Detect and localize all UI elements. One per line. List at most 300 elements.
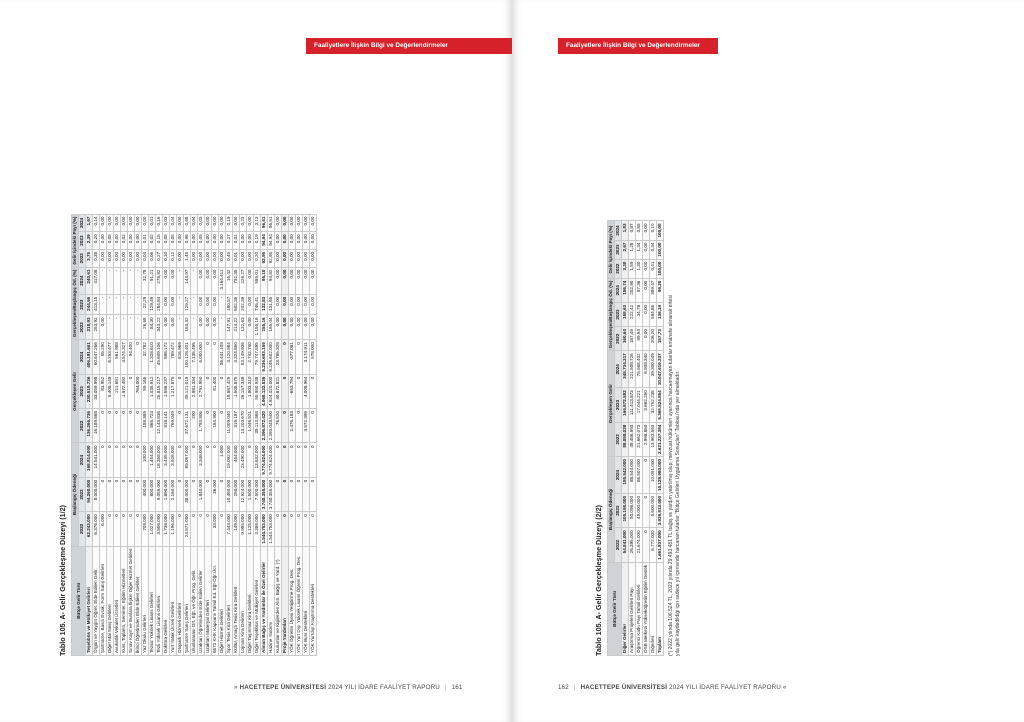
table-cell: 0,19 xyxy=(226,214,233,232)
table-cell: 3.164.411 xyxy=(219,267,226,294)
table-cell: 0,03 xyxy=(163,214,170,232)
table-cell: 49.486.993 xyxy=(629,422,636,456)
footer-org: HACETTEPE ÜNİVERSİTESİ xyxy=(239,684,327,691)
table2-note xyxy=(668,64,682,656)
table-cell: 0,00 xyxy=(212,249,219,267)
table-cell: 865.724 xyxy=(149,409,156,443)
table-cell: 253,92 xyxy=(93,315,100,340)
table-cell: 0 xyxy=(219,374,226,408)
table-cell: 0 xyxy=(282,512,289,546)
table-cell: 218,93 xyxy=(86,315,93,340)
table-cell: 0,01 xyxy=(233,249,240,267)
table-cell: 0,15 xyxy=(156,232,163,250)
table-row xyxy=(310,214,317,655)
table-cell: 0,00 xyxy=(282,214,289,232)
table-cell: 0,00 xyxy=(163,294,170,315)
table-cell: 0,00 xyxy=(240,249,247,267)
table-cell: 0,00 xyxy=(275,249,282,267)
table-cell: 0,00 xyxy=(289,214,296,232)
table-cell: 26.157.348 xyxy=(240,374,247,408)
table-cell: 6.253.477 xyxy=(107,340,114,374)
table-cell: 18.887.425 xyxy=(226,374,233,408)
table-cell: 400.000 xyxy=(142,477,149,511)
table-cell: 0 xyxy=(219,512,226,546)
footer-org: HACETTEPE ÜNİVERSİTESİ xyxy=(580,684,668,691)
year-header-cell: 2024 xyxy=(79,443,86,477)
table-cell: 0,04 xyxy=(191,214,198,232)
table-cell: 0 xyxy=(289,477,296,511)
table-cell: - xyxy=(177,294,184,315)
table-cell: 24.571.000 xyxy=(184,512,191,546)
table-cell: - xyxy=(121,267,128,294)
table-cell: 22,29 xyxy=(142,294,149,315)
page-footer-right: 162 | HACETTEPE ÜNİVERSİTESİ 2024 YILI İDARE FAALİYET RAPORU « xyxy=(558,684,787,691)
table-cell: 769.049 xyxy=(170,409,177,443)
table-cell: 96,51 xyxy=(261,214,268,232)
table-cell: 0,00 xyxy=(303,232,310,250)
table-cell: 584,86 xyxy=(650,302,657,326)
year-header-cell: 2022 xyxy=(615,422,622,456)
row-label: YÖK Yurtdışı Araştırma Destekleri xyxy=(310,546,317,655)
table-cell: 1.217.875 xyxy=(170,374,177,408)
table-cell: 0,00 xyxy=(303,214,310,232)
table-cell: 0 xyxy=(212,443,219,477)
table-cell: 100,00 xyxy=(657,221,664,240)
table-cell: 32.752.238 xyxy=(650,388,657,422)
table-cell: 3.806.000 xyxy=(156,512,163,546)
table-cell: 0,00 xyxy=(163,267,170,294)
table-row xyxy=(100,214,107,655)
table-cell: 0,20 xyxy=(254,249,261,267)
table-cell: 0,00 xyxy=(121,249,128,267)
table-cell: 6.376.000 xyxy=(93,512,100,546)
table-cell: 0,00 xyxy=(100,249,107,267)
row-label: Uluslararası Ort. Eğt. ve Öğr. Prog. Gelir. xyxy=(191,546,198,655)
table1-title: Tablo 105. A- Gelir Gerçekleşme Düzeyi (1/2) xyxy=(58,505,67,656)
table-cell: 0 xyxy=(114,443,121,477)
group-header-cell: Başlangıç Ödeneği xyxy=(608,457,615,563)
table-cell: 1.454.000 xyxy=(149,443,156,477)
year-header-cell: 2024 xyxy=(79,214,86,232)
table-cell: 1.793.806 xyxy=(198,409,205,443)
table-cell: - xyxy=(114,315,121,340)
table-row xyxy=(156,214,163,655)
table-cell: 0 xyxy=(198,512,205,546)
table-cell: 0,00 xyxy=(128,232,135,250)
table-cell: 0,00 xyxy=(303,249,310,267)
table-cell: 132,63 xyxy=(240,315,247,340)
table-cell: 149.000 xyxy=(233,512,240,546)
table-cell: 1.544.753.000 xyxy=(268,512,275,546)
table-cell: 9.059.000 xyxy=(156,477,163,511)
table-cell: 222,42 xyxy=(629,302,636,326)
table-cell: 0,00 xyxy=(310,232,317,250)
table-cell: 0 xyxy=(643,457,650,494)
table-cell: 206,20 xyxy=(650,327,657,351)
table-cell: 0 xyxy=(177,443,184,477)
table-cell: 0 xyxy=(100,443,107,477)
table-cell: 244,56 xyxy=(86,294,93,315)
table-cell: 0 xyxy=(310,512,317,546)
table-cell: 100,00 xyxy=(657,259,664,278)
table-cell: 53.149.936 xyxy=(240,340,247,374)
table-cell: 3.740.355.000 xyxy=(268,477,275,511)
year-header-cell: 2022 xyxy=(615,528,622,562)
group-header-cell: Bütçe Gelir Türü xyxy=(608,562,622,655)
table-cell: 25.815.217 xyxy=(156,374,163,408)
table-cell: - xyxy=(191,315,198,340)
table-cell: 0,00 xyxy=(247,214,254,232)
table-cell: 0 xyxy=(135,477,142,511)
row-label: YÖK Burs Destekleri xyxy=(303,546,310,655)
footer-report: 2024 YILI İDARE FAALİYET RAPORU xyxy=(328,684,440,691)
table-cell: 0 xyxy=(205,374,212,408)
table-cell: 186,74 xyxy=(622,278,629,302)
group-header-cell: Gelir İçindeki Payı (%) xyxy=(72,214,79,267)
table-cell: 37.672.131 xyxy=(184,409,191,443)
year-header-cell: 2024 xyxy=(615,278,622,302)
table-cell: 0,00 xyxy=(303,315,310,340)
table-cell: 0,00 xyxy=(198,294,205,315)
table-row xyxy=(226,214,233,655)
revenue-table-1 xyxy=(71,214,317,656)
table-cell: 2.981.334 xyxy=(191,374,198,408)
table-row xyxy=(198,214,205,655)
table-cell: 55.950.938 xyxy=(254,374,261,408)
table-cell: 0,00 xyxy=(247,267,254,294)
table-cell: 158,63 xyxy=(622,302,629,326)
table-cell: 0,00 xyxy=(219,249,226,267)
table-cell: 0 xyxy=(296,512,303,546)
table-row xyxy=(275,214,282,655)
table-cell: 0,00 xyxy=(643,259,650,278)
table-cell: 55.290 xyxy=(100,340,107,374)
table-cell: 0,05 xyxy=(107,232,114,250)
table-cell: 9.236.693.159 xyxy=(261,340,268,374)
revenue-table-2 xyxy=(607,220,664,656)
table-cell: 1.125.000 xyxy=(247,512,254,546)
table-cell: 12.924.000 xyxy=(240,477,247,511)
row-label: Yurt Yatak Ücreti Gelirleri xyxy=(170,546,177,655)
table-cell: 88.544.000 xyxy=(629,457,636,494)
table-cell: 2.791.950 xyxy=(198,374,205,408)
table-cell: 0,00 xyxy=(205,232,212,250)
table-cell: 155,04 xyxy=(268,315,275,340)
table-cell: 0,00 xyxy=(198,249,205,267)
table-cell: 0 xyxy=(135,512,142,546)
table-cell: 816.969 xyxy=(177,340,184,374)
table-cell: 1,28 xyxy=(629,240,636,259)
table-cell: 0 xyxy=(303,477,310,511)
row-label: Örgün ve Yaygın Öğret. Elde Edilen Gelir. xyxy=(93,546,100,655)
table-cell: 49.000.000 xyxy=(636,493,643,527)
table-cell: 0 xyxy=(289,443,296,477)
table-cell: 16.189.868 xyxy=(93,409,100,443)
year-header-cell: 2023 xyxy=(79,294,86,315)
row-label: Doktora Gelirleri xyxy=(163,546,170,655)
table-cell: 129,49 xyxy=(149,294,156,315)
table-cell: 1.840.000 xyxy=(198,477,205,511)
table-cell: 92,95 xyxy=(268,249,275,267)
group-header-cell: Başlangıç Ödeneği xyxy=(72,443,79,546)
table-cell: 6.772.000 xyxy=(650,528,657,562)
table-cell: 13.963.563 xyxy=(650,422,657,456)
table-cell: 343,22 xyxy=(156,315,163,340)
table-cell: 0,34 xyxy=(650,240,657,259)
table-cell: - xyxy=(107,267,114,294)
table-cell: 0,87 xyxy=(629,221,636,240)
table-cell: 800.000 xyxy=(149,477,156,511)
table-cell: 0,00 xyxy=(275,315,282,340)
table-cell: 250.000 xyxy=(233,477,240,511)
table-cell: 88.098.028 xyxy=(622,422,629,456)
table-cell: 54.841.000 xyxy=(622,528,629,562)
table-cell: 7.443.000 xyxy=(226,512,233,546)
table-cell: 0,00 xyxy=(275,294,282,315)
table-cell: 1.046.521 xyxy=(247,409,254,443)
table-cell: 13.632.000 xyxy=(254,443,261,477)
table-cell: 0,04 xyxy=(170,214,177,232)
table-cell: 0,00 xyxy=(643,240,650,259)
table-cell: 0,00 xyxy=(212,267,219,294)
table-cell: 0 xyxy=(128,409,135,443)
table-cell: 0 xyxy=(275,477,282,511)
year-header-cell: 2022 xyxy=(79,315,86,340)
table-cell: 94,94 xyxy=(261,232,268,250)
table-cell: 0,20 xyxy=(93,232,100,250)
table-cell: 3.740.355.000 xyxy=(261,477,268,511)
table-cell: 188.889 xyxy=(142,409,149,443)
table-cell: 0,00 xyxy=(282,315,289,340)
row-label: İkinci Öğretimden Elde Edilen Gelirler xyxy=(135,546,142,655)
table-cell: 5.408.148 xyxy=(107,374,114,408)
table-cell: - xyxy=(107,294,114,315)
table-cell: 0,00 xyxy=(212,232,219,250)
row-label: Diğerleri xyxy=(650,562,657,655)
table-cell: 3.174.911 xyxy=(303,340,310,374)
table-cell: 39.113.868 xyxy=(254,409,261,443)
table-cell: 0 xyxy=(310,409,317,443)
table-cell: 13.203.670 xyxy=(240,409,247,443)
row-label: Diğer Gelirler xyxy=(622,562,629,655)
table-cell: 0,03 xyxy=(198,214,205,232)
table-row xyxy=(303,214,310,655)
table-cell: 0,38 xyxy=(93,249,100,267)
row-label: Spor Tesis Kira Gelirleri xyxy=(226,546,233,655)
table-cell: 96,51 xyxy=(268,214,275,232)
table-cell: 132,83 xyxy=(261,294,268,315)
table-cell: 0,02 xyxy=(149,232,156,250)
table-cell: 0 xyxy=(177,477,184,511)
table-cell: 33.000 xyxy=(212,512,219,546)
table-cell: 0 xyxy=(282,443,289,477)
table-cell: - xyxy=(177,315,184,340)
table-cell: 746,41 xyxy=(254,294,261,315)
table-cell: - xyxy=(135,315,142,340)
table-cell: 0,00 xyxy=(303,267,310,294)
table-cell: 94.260.000 xyxy=(86,477,93,511)
table-cell: 0,00 xyxy=(275,214,282,232)
table-cell: 0,00 xyxy=(177,249,184,267)
year-header-cell: 2023 xyxy=(79,477,86,511)
table-cell: 0,00 xyxy=(247,315,254,340)
table-cell: 76.520 xyxy=(275,409,282,443)
table-cell: 3.926.000 xyxy=(170,443,177,477)
table-cell: 0,00 xyxy=(205,267,212,294)
year-header-cell: 2024 xyxy=(615,351,622,388)
table-cell: 0 xyxy=(100,477,107,511)
table-cell: 1.972.492 xyxy=(121,374,128,408)
table-cell: 0 xyxy=(107,443,114,477)
table-cell: 1.500.000 xyxy=(247,477,254,511)
table-cell: - xyxy=(121,315,128,340)
table-cell: 200 xyxy=(191,409,198,443)
table-cell: 221.508.726 xyxy=(629,351,636,388)
row-label: Şartname Satış Gelirleri xyxy=(184,546,191,655)
table-cell: 0 xyxy=(282,340,289,374)
table-cell: - xyxy=(219,315,226,340)
table-cell: 0,10 xyxy=(163,249,170,267)
table-cell: 10.047.619.337 xyxy=(657,351,664,388)
table-cell: 50.098.000 xyxy=(629,493,636,527)
year-header-cell: 2024 xyxy=(79,267,86,294)
table-cell: - xyxy=(191,267,198,294)
table-cell: 1.544.753.000 xyxy=(261,512,268,546)
table-cell: 2.998.850 xyxy=(643,422,650,456)
table-cell: 60.647.266 xyxy=(93,340,100,374)
table-cell: 0 xyxy=(643,493,650,527)
table-cell: 1.027.000 xyxy=(149,512,156,546)
table-cell: 2.393.048.500 xyxy=(268,409,275,443)
row-label: Sınav Kayıt ve Bunlara İlişkin Diğer Hizmet Gelirleri xyxy=(128,546,135,655)
table-cell: 89.165 xyxy=(142,374,149,408)
note-line-2: yıla gelir kaydedildiği için sadece yıl içerisinde harcanan tutarlar "Bütçe Gelirleri Uygulama Sonuçları" Tablosu'nda yer almaktadır. xyxy=(675,370,681,656)
table-cell: 0,00 xyxy=(100,315,107,340)
table-cell: 111.413.873 xyxy=(629,388,636,422)
table-cell: 0,00 xyxy=(247,294,254,315)
table-cell: 319.187 xyxy=(233,409,240,443)
table-cell: 94,82 xyxy=(268,267,275,294)
table-cell: 0 xyxy=(310,374,317,408)
table2-rotated-wrapper xyxy=(594,64,744,656)
table-cell: 0,00 xyxy=(114,214,121,232)
table-cell: 16.358.000 xyxy=(156,443,163,477)
footer-page-number: 162 xyxy=(558,684,569,691)
table-cell: 2.742.740 xyxy=(247,340,254,374)
year-header-cell: 2023 xyxy=(615,493,622,527)
table-cell: 0 xyxy=(212,340,219,374)
table-cell: 84,30 xyxy=(149,315,156,340)
table-row xyxy=(657,221,664,656)
row-label: Otopark Hizmeti Gelirleri xyxy=(177,546,184,655)
table-cell: 129,27 xyxy=(184,294,191,315)
table-cell: 0,00 xyxy=(205,315,212,340)
table-cell: 0,00 xyxy=(198,315,205,340)
table-cell: 0 xyxy=(205,477,212,511)
table-cell: 16,42 xyxy=(226,267,233,294)
table-cell: 0,00 xyxy=(310,249,317,267)
table-cell: 12.148.836 xyxy=(156,409,163,443)
row-label: ÖSB Merkezi Yükseköğretim Eğitim Destek xyxy=(643,562,650,655)
table-cell: 32,78 xyxy=(142,267,149,294)
table-cell: 0,00 xyxy=(205,214,212,232)
table-cell: 0,00 xyxy=(107,249,114,267)
table-cell: 94.400 xyxy=(128,340,135,374)
table-cell: - xyxy=(191,294,198,315)
table-cell: 2,67 xyxy=(622,240,629,259)
table-cell: 81.400 xyxy=(212,374,219,408)
table-cell: 166.872.582 xyxy=(622,388,629,422)
row-label: Diğer Taşınmaz Kira Gelirleri xyxy=(247,546,254,655)
table-cell: 0,00 xyxy=(128,249,135,267)
table2-title: Tablo 105. A- Gelir Gerçekleşme Düzeyi (2/2) xyxy=(594,505,603,656)
table-cell: 918.141 xyxy=(163,409,170,443)
table-cell: - xyxy=(100,294,107,315)
note-line-1: (*) 2022 yılında 106.524 TL, 2023 yılında 29.493.481 TL bağış ve yardım yatırılmış olup, mevzuat hükümleri uyarınca harcanmayan tutarlar emanete alınarak ertesi xyxy=(668,295,674,656)
table-cell: 0,00 xyxy=(198,267,205,294)
table-cell: 99,94 xyxy=(636,327,643,351)
table-cell: 0 xyxy=(128,374,135,408)
table-cell: 345.734.317 xyxy=(622,351,629,388)
row-label: Teşebbüs ve Mülkiyet Gelirleri xyxy=(86,546,93,655)
group-header-cell: Gerçekleşen Gelir xyxy=(608,351,615,457)
table-row xyxy=(212,214,219,655)
table-cell: - xyxy=(107,315,114,340)
table-cell: 0 xyxy=(296,340,303,374)
table-cell: 0,00 xyxy=(296,214,303,232)
table-cell: 45.609.106 xyxy=(156,340,163,374)
row-label: Alınan Bağış ve Yardımlar ile Özel Gelirler xyxy=(261,546,268,655)
table-cell: 0 xyxy=(128,443,135,477)
table-cell: 3.386.000 xyxy=(254,512,261,546)
table-cell: 0 xyxy=(219,477,226,511)
row-label: Yaz Okulu Gelirleri xyxy=(142,546,149,655)
table-cell: 0 xyxy=(643,528,650,562)
table-row xyxy=(629,221,636,656)
section-banner: Faaliyetlere İlişkin Bilgi ve Değerlendirmeler xyxy=(306,38,512,54)
table-cell: 0 xyxy=(296,374,303,408)
table-cell: 1.035.912 xyxy=(149,374,156,408)
row-label: Lojman Kira Gelirleri xyxy=(240,546,247,655)
table-cell: 764.000 xyxy=(135,374,142,408)
table-cell: 0,00 xyxy=(289,294,296,315)
table-cell: 1,34 xyxy=(636,240,643,259)
table-cell: 0 xyxy=(114,477,121,511)
table-cell: 136.266.736 xyxy=(86,409,93,443)
table-cell: 0,10 xyxy=(650,221,657,240)
table-cell: 585,01 xyxy=(254,267,261,294)
table-cell: 0,00 xyxy=(135,214,142,232)
table-cell: 1.738.000 xyxy=(163,512,170,546)
table-cell: 0,14 xyxy=(93,214,100,232)
table-cell: 168.814.000 xyxy=(86,443,93,477)
row-label: Tezli Yüksek Lisans Gelirleri xyxy=(156,546,163,655)
table-cell: 0,00 xyxy=(219,232,226,250)
table-cell: 39.300.049 xyxy=(650,351,657,388)
table-cell: 0,00 xyxy=(212,294,219,315)
table-cell: 0,00 xyxy=(310,315,317,340)
table-cell: 17.044.221 xyxy=(636,388,643,422)
table-cell: 3.435.000 xyxy=(163,443,170,477)
table-cell: 5.365.524.854 xyxy=(657,388,664,422)
table-cell: 0,00 xyxy=(296,232,303,250)
table-cell: 19.092.000 xyxy=(226,443,233,477)
year-header-cell: 2022 xyxy=(615,327,622,351)
table-cell: 1.890.000 xyxy=(163,477,170,511)
table-row xyxy=(163,214,170,655)
table-cell: 202,39 xyxy=(240,294,247,315)
year-header-cell: 2024 xyxy=(79,340,86,374)
